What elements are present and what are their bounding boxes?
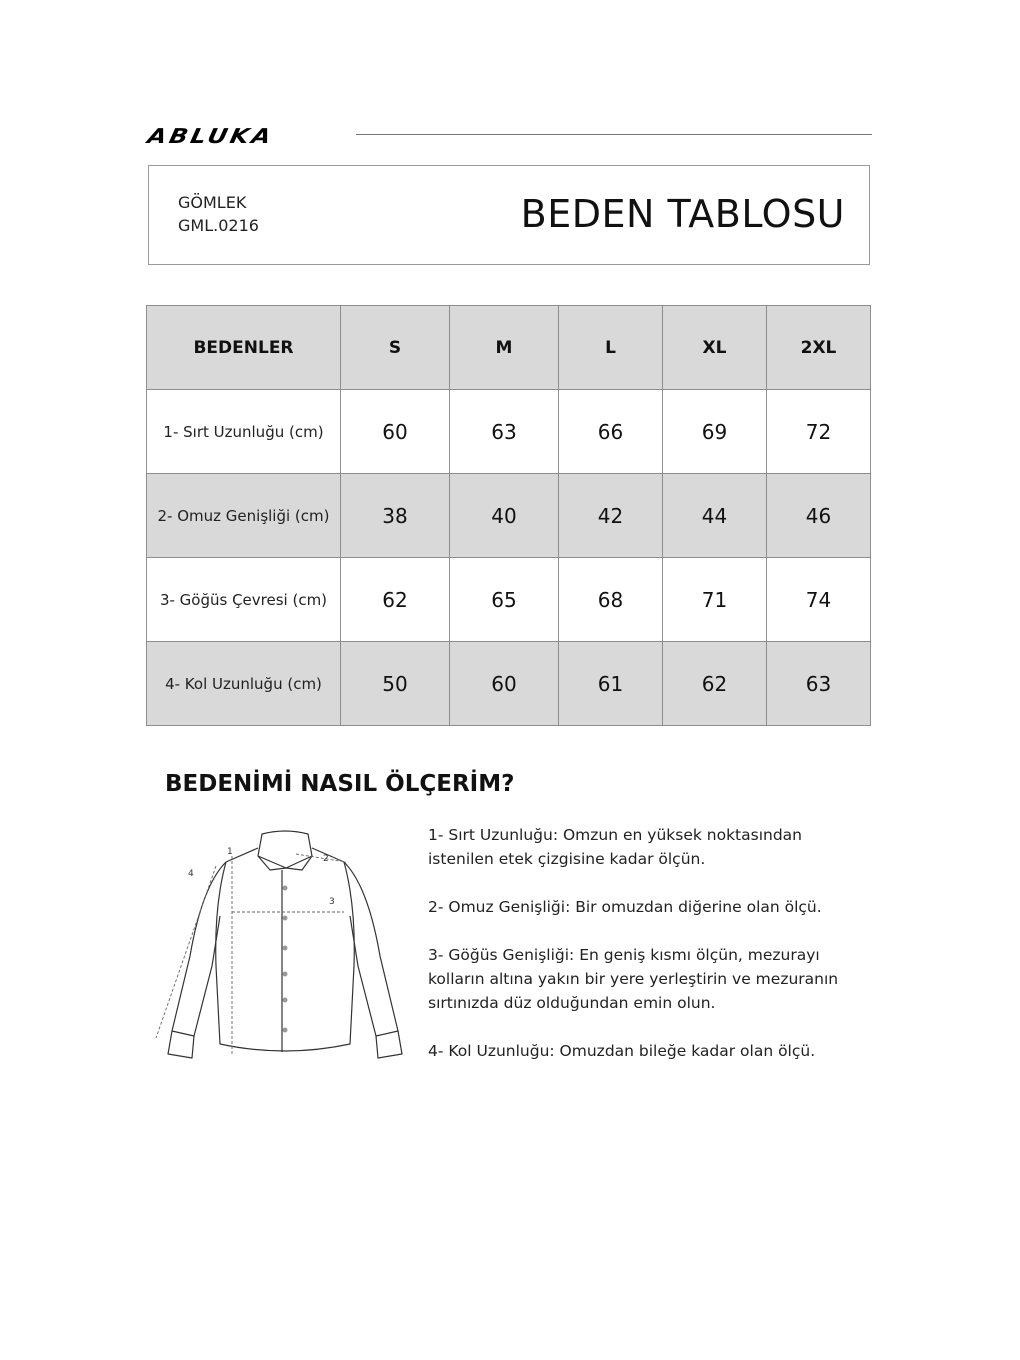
header-box (148, 165, 870, 265)
measure-value: 44 (663, 474, 767, 558)
measure-value: 38 (341, 474, 450, 558)
measure-value: 66 (559, 390, 663, 474)
measure-value: 46 (767, 474, 871, 558)
measure-value: 71 (663, 558, 767, 642)
howto-title: BEDENİMİ NASIL ÖLÇERİM? (165, 771, 515, 797)
measure-value: 65 (450, 558, 559, 642)
measure-value: 72 (767, 390, 871, 474)
brand-logo: ABLUKA (145, 124, 277, 148)
shirt-diagram (150, 826, 410, 1076)
diagram-label-1: 1 (227, 847, 233, 857)
measure-label: 2- Omuz Genişliği (cm) (147, 474, 341, 558)
measure-value: 62 (663, 642, 767, 726)
product-type: GÖMLEK (178, 193, 247, 212)
measure-label: 4- Kol Uzunluğu (cm) (147, 642, 341, 726)
diagram-label-3: 3 (329, 897, 335, 907)
table-header-row (147, 306, 871, 390)
product-code: GML.0216 (178, 216, 259, 235)
brand-row (145, 122, 872, 150)
table-row (147, 390, 871, 474)
measure-value: 69 (663, 390, 767, 474)
measure-value: 40 (450, 474, 559, 558)
measure-value: 50 (341, 642, 450, 726)
table-row (147, 558, 871, 642)
page-title: BEDEN TABLOSU (520, 192, 845, 236)
size-header: S (341, 306, 450, 390)
diagram-label-2: 2 (323, 854, 329, 864)
measure-label: 3- Göğüs Çevresi (cm) (147, 558, 341, 642)
instruction-item: 3- Göğüs Genişliği: En geniş kısmı ölçün, mezurayı kolların altına yakın bir yere yerleştirin ve mezuranın sırtınızda düz olduğundan emin olun. (428, 946, 839, 1012)
table-header-label: BEDENLER (147, 306, 341, 390)
measure-value: 74 (767, 558, 871, 642)
instruction-item: 1- Sırt Uzunluğu: Omzun en yüksek noktasından istenilen etek çizgisine kadar ölçün. (428, 826, 802, 868)
table-row (147, 474, 871, 558)
instruction-item: 4- Kol Uzunluğu: Omuzdan bileğe kadar olan ölçü. (428, 1042, 816, 1060)
table-row (147, 642, 871, 726)
sleeve-length-line (156, 866, 216, 1038)
diagram-label-4: 4 (188, 869, 194, 879)
measure-value: 60 (450, 642, 559, 726)
measure-value: 63 (767, 642, 871, 726)
shoulder-width-line (296, 854, 346, 862)
measure-value: 63 (450, 390, 559, 474)
measure-value: 68 (559, 558, 663, 642)
size-table (146, 305, 871, 726)
size-header: XL (663, 306, 767, 390)
brand-divider (356, 134, 872, 135)
shirt-collar (258, 831, 312, 868)
measure-value: 61 (559, 642, 663, 726)
size-header: 2XL (767, 306, 871, 390)
size-header: L (559, 306, 663, 390)
measure-label: 1- Sırt Uzunluğu (cm) (147, 390, 341, 474)
measure-value: 42 (559, 474, 663, 558)
measure-value: 60 (341, 390, 450, 474)
instructions (428, 823, 868, 1087)
size-header: M (450, 306, 559, 390)
instruction-item: 2- Omuz Genişliği: Bir omuzdan diğerine olan ölçü. (428, 898, 822, 916)
measure-value: 62 (341, 558, 450, 642)
